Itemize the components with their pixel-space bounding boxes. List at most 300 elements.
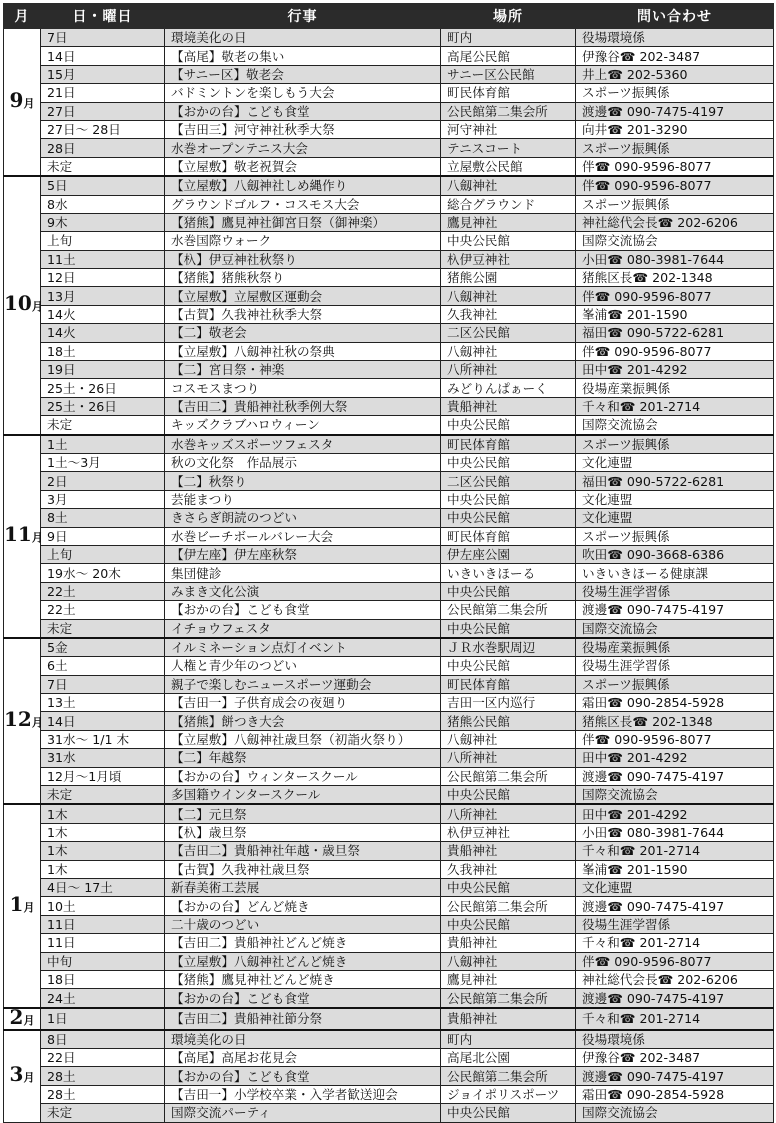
- event-cell: コスモスまつり: [165, 379, 441, 397]
- day-cell: 2日: [41, 472, 165, 490]
- contact-cell: 伴☎ 090-9596-8077: [576, 157, 774, 176]
- event-cell: 国際交流パーティ: [165, 1104, 441, 1122]
- place-cell: テニスコート: [441, 139, 576, 157]
- header-contact: 問い合わせ: [576, 4, 774, 29]
- day-cell: 7日: [41, 29, 165, 47]
- header-event: 行事: [165, 4, 441, 29]
- place-cell: ＪＲ水巻駅周辺: [441, 638, 576, 657]
- contact-cell: 田中☎ 201-4292: [576, 804, 774, 823]
- event-cell: 水巻オープンテニス大会: [165, 139, 441, 157]
- event-cell: 【杁】歳旦祭: [165, 823, 441, 841]
- contact-cell: スポーツ振興係: [576, 527, 774, 545]
- day-cell: 27日: [41, 102, 165, 120]
- contact-cell: 役場産業振興係: [576, 379, 774, 397]
- place-cell: 町民体育館: [441, 675, 576, 693]
- event-cell: 【猪熊】鷹見神社どんど焼き: [165, 970, 441, 988]
- place-cell: いきいきほーる: [441, 564, 576, 582]
- day-cell: 1木: [41, 842, 165, 860]
- table-row: [4, 970, 774, 988]
- place-cell: 中央公民館: [441, 509, 576, 527]
- month-unit: 月: [23, 1071, 35, 1085]
- contact-cell: 伴☎ 090-9596-8077: [576, 342, 774, 360]
- event-cell: 集団健診: [165, 564, 441, 582]
- table-row: [4, 934, 774, 952]
- contact-cell: 国際交流協会: [576, 416, 774, 435]
- table-row: [4, 767, 774, 785]
- event-cell: 【二】宮日祭・神楽: [165, 361, 441, 379]
- table-row: [4, 29, 774, 47]
- place-cell: 杁伊豆神社: [441, 823, 576, 841]
- contact-cell: 国際交流協会: [576, 1104, 774, 1122]
- contact-cell: 田中☎ 201-4292: [576, 749, 774, 767]
- contact-cell: 渡邊☎ 090-7475-4197: [576, 1067, 774, 1085]
- table-row: [4, 712, 774, 730]
- day-cell: 5金: [41, 638, 165, 657]
- table-row: [4, 786, 774, 805]
- place-cell: 総合グラウンド: [441, 195, 576, 213]
- event-cell: 【二】元旦祭: [165, 804, 441, 823]
- day-cell: 未定: [41, 416, 165, 435]
- day-cell: 8日: [41, 1030, 165, 1049]
- place-cell: 町民体育館: [441, 84, 576, 102]
- table-row: [4, 842, 774, 860]
- contact-cell: 役場環境係: [576, 1030, 774, 1049]
- table-row: [4, 342, 774, 360]
- table-row: [4, 361, 774, 379]
- month-cell: [4, 638, 41, 805]
- event-cell: 【高尾】高尾お花見会: [165, 1049, 441, 1067]
- month-number: 10: [4, 291, 32, 316]
- event-cell: 【二】秋祭り: [165, 472, 441, 490]
- event-cell: 【古賀】久我神社歳旦祭: [165, 860, 441, 878]
- table-row: [4, 675, 774, 693]
- contact-cell: スポーツ振興係: [576, 84, 774, 102]
- place-cell: 八劔神社: [441, 342, 576, 360]
- day-cell: 未定: [41, 619, 165, 638]
- event-cell: 【立屋敷】八劔神社しめ縄作り: [165, 176, 441, 195]
- event-cell: 【吉田一】子供育成会の夜廻り: [165, 694, 441, 712]
- place-cell: 町内: [441, 1030, 576, 1049]
- day-cell: 28日: [41, 139, 165, 157]
- place-cell: 八劔神社: [441, 287, 576, 305]
- contact-cell: 神社総代会長☎ 202-6206: [576, 970, 774, 988]
- event-cell: 芸能まつり: [165, 490, 441, 508]
- contact-cell: 渡邊☎ 090-7475-4197: [576, 601, 774, 619]
- contact-cell: 文化連盟: [576, 453, 774, 471]
- table-row: [4, 232, 774, 250]
- place-cell: 杁伊豆神社: [441, 250, 576, 268]
- day-cell: 1木: [41, 823, 165, 841]
- place-cell: 久我神社: [441, 305, 576, 323]
- day-cell: 1木: [41, 860, 165, 878]
- month-unit: 月: [31, 531, 43, 545]
- table-row: [4, 657, 774, 675]
- place-cell: 立屋敷公民館: [441, 157, 576, 176]
- event-cell: イルミネーション点灯イベント: [165, 638, 441, 657]
- place-cell: 貴船神社: [441, 397, 576, 415]
- table-row: [4, 1030, 774, 1049]
- header-row: [4, 4, 774, 29]
- month-unit: 月: [23, 97, 35, 111]
- table-row: [4, 157, 774, 176]
- event-cell: 【サニー区】敬老会: [165, 65, 441, 83]
- place-cell: 中央公民館: [441, 786, 576, 805]
- place-cell: 伊左座公園: [441, 545, 576, 563]
- contact-cell: 千々和☎ 201-2714: [576, 397, 774, 415]
- event-cell: 【立屋敷】八劔神社どんど焼き: [165, 952, 441, 970]
- place-cell: 貴船神社: [441, 842, 576, 860]
- contact-cell: 猪熊区長☎ 202-1348: [576, 269, 774, 287]
- day-cell: 4日〜 17土: [41, 878, 165, 896]
- contact-cell: 小田☎ 080-3981-7644: [576, 250, 774, 268]
- day-cell: 13月: [41, 287, 165, 305]
- table-row: [4, 527, 774, 545]
- day-cell: 上旬: [41, 232, 165, 250]
- table-row: [4, 397, 774, 415]
- month-cell: [4, 176, 41, 434]
- place-cell: 八所神社: [441, 749, 576, 767]
- place-cell: 猪熊公民館: [441, 712, 576, 730]
- day-cell: 21日: [41, 84, 165, 102]
- place-cell: 公民館第二集会所: [441, 897, 576, 915]
- table-row: [4, 1008, 774, 1030]
- contact-cell: 小田☎ 080-3981-7644: [576, 823, 774, 841]
- table-row: [4, 416, 774, 435]
- contact-cell: 伊豫谷☎ 202-3487: [576, 47, 774, 65]
- contact-cell: 峯浦☎ 201-1590: [576, 860, 774, 878]
- event-cell: 【吉田三】河守神社秋季大祭: [165, 120, 441, 138]
- event-cell: イチョウフェスタ: [165, 619, 441, 638]
- table-row: [4, 601, 774, 619]
- table-row: [4, 305, 774, 323]
- table-row: [4, 250, 774, 268]
- event-table: [3, 3, 774, 1123]
- event-cell: 【伊左座】伊左座秋祭: [165, 545, 441, 563]
- month-cell: [4, 804, 41, 1007]
- event-cell: 環境美化の日: [165, 29, 441, 47]
- table-row: [4, 509, 774, 527]
- contact-cell: 文化連盟: [576, 878, 774, 896]
- table-row: [4, 749, 774, 767]
- place-cell: 二区公民館: [441, 472, 576, 490]
- event-cell: 【おかの台】どんど焼き: [165, 897, 441, 915]
- event-cell: 【おかの台】こども食堂: [165, 601, 441, 619]
- table-row: [4, 823, 774, 841]
- event-cell: 【吉田二】貴船神社秋季例大祭: [165, 397, 441, 415]
- day-cell: 1土〜3月: [41, 453, 165, 471]
- day-cell: 15月: [41, 65, 165, 83]
- contact-cell: 国際交流協会: [576, 786, 774, 805]
- place-cell: 貴船神社: [441, 934, 576, 952]
- day-cell: 22日: [41, 1049, 165, 1067]
- place-cell: サニー区公民館: [441, 65, 576, 83]
- day-cell: 1日: [41, 1008, 165, 1030]
- place-cell: 町民体育館: [441, 527, 576, 545]
- contact-cell: 渡邊☎ 090-7475-4197: [576, 989, 774, 1008]
- place-cell: 猪熊公園: [441, 269, 576, 287]
- table-row: [4, 287, 774, 305]
- month-unit: 月: [23, 901, 35, 915]
- day-cell: 上旬: [41, 545, 165, 563]
- month-cell: [4, 1030, 41, 1122]
- table-row: [4, 915, 774, 933]
- event-cell: みまき文化公演: [165, 582, 441, 600]
- place-cell: 中央公民館: [441, 915, 576, 933]
- contact-cell: 文化連盟: [576, 490, 774, 508]
- event-cell: 親子で楽しむニュースポーツ運動会: [165, 675, 441, 693]
- place-cell: 公民館第二集会所: [441, 1067, 576, 1085]
- day-cell: 25土・26日: [41, 397, 165, 415]
- contact-cell: いきいきほーる健康課: [576, 564, 774, 582]
- contact-cell: スポーツ振興係: [576, 139, 774, 157]
- place-cell: 鷹見神社: [441, 213, 576, 231]
- day-cell: 12日: [41, 269, 165, 287]
- event-cell: 【おかの台】こども食堂: [165, 989, 441, 1008]
- table-row: [4, 269, 774, 287]
- table-row: [4, 435, 774, 454]
- table-row: [4, 195, 774, 213]
- place-cell: 八劔神社: [441, 952, 576, 970]
- place-cell: 河守神社: [441, 120, 576, 138]
- event-cell: グラウンドゴルフ・コスモス大会: [165, 195, 441, 213]
- place-cell: 中央公民館: [441, 416, 576, 435]
- table-row: [4, 379, 774, 397]
- month-number: 3: [9, 1062, 24, 1087]
- contact-cell: 田中☎ 201-4292: [576, 361, 774, 379]
- event-cell: 【古賀】久我神社秋季大祭: [165, 305, 441, 323]
- table-row: [4, 989, 774, 1008]
- day-cell: 19日: [41, 361, 165, 379]
- event-cell: 【猪熊】鷹見神社御宮日祭（御神楽）: [165, 213, 441, 231]
- table-row: [4, 1085, 774, 1103]
- header-place: 場所: [441, 4, 576, 29]
- contact-cell: 役場生涯学習係: [576, 915, 774, 933]
- table-row: [4, 176, 774, 195]
- event-cell: 人権と青少年のつどい: [165, 657, 441, 675]
- contact-cell: 神社総代会長☎ 202-6206: [576, 213, 774, 231]
- day-cell: 31水〜 1/1 木: [41, 730, 165, 748]
- table-row: [4, 84, 774, 102]
- event-cell: 【高尾】敬老の集い: [165, 47, 441, 65]
- contact-cell: 伊豫谷☎ 202-3487: [576, 1049, 774, 1067]
- event-cell: 【二】年越祭: [165, 749, 441, 767]
- contact-cell: 伴☎ 090-9596-8077: [576, 952, 774, 970]
- place-cell: 中央公民館: [441, 232, 576, 250]
- month-unit: 月: [31, 300, 43, 314]
- event-cell: 多国籍ウインタースクール: [165, 786, 441, 805]
- day-cell: 19水〜 20木: [41, 564, 165, 582]
- table-body: [4, 29, 774, 1123]
- event-cell: 【猪熊】餅つき大会: [165, 712, 441, 730]
- day-cell: 3月: [41, 490, 165, 508]
- event-cell: 二十歳のつどい: [165, 915, 441, 933]
- month-number: 11: [4, 522, 32, 547]
- month-number: 2: [9, 1004, 24, 1029]
- day-cell: 28土: [41, 1085, 165, 1103]
- day-cell: 8土: [41, 509, 165, 527]
- place-cell: 公民館第二集会所: [441, 767, 576, 785]
- table-row: [4, 694, 774, 712]
- event-cell: 環境美化の日: [165, 1030, 441, 1049]
- table-row: [4, 1067, 774, 1085]
- contact-cell: 役場生涯学習係: [576, 657, 774, 675]
- contact-cell: 伴☎ 090-9596-8077: [576, 176, 774, 195]
- table-row: [4, 564, 774, 582]
- day-cell: 24土: [41, 989, 165, 1008]
- place-cell: 高尾北公園: [441, 1049, 576, 1067]
- event-calendar: [3, 3, 773, 1123]
- table-row: [4, 582, 774, 600]
- day-cell: 未定: [41, 1104, 165, 1122]
- event-cell: 【おかの台】こども食堂: [165, 1067, 441, 1085]
- contact-cell: 渡邊☎ 090-7475-4197: [576, 767, 774, 785]
- contact-cell: 霜田☎ 090-2854-5928: [576, 1085, 774, 1103]
- day-cell: 12月〜1月頃: [41, 767, 165, 785]
- place-cell: 町民体育館: [441, 435, 576, 454]
- day-cell: 5日: [41, 176, 165, 195]
- month-number: 12: [4, 707, 32, 732]
- day-cell: 11日: [41, 934, 165, 952]
- day-cell: 9日: [41, 527, 165, 545]
- month-cell: [4, 29, 41, 177]
- table-row: [4, 65, 774, 83]
- event-cell: 【立屋敷】八劔神社歳旦祭（初詣火祭り）: [165, 730, 441, 748]
- event-cell: 【立屋敷】八劔神社秋の祭典: [165, 342, 441, 360]
- contact-cell: 千々和☎ 201-2714: [576, 842, 774, 860]
- place-cell: 中央公民館: [441, 878, 576, 896]
- month-number: 1: [9, 892, 24, 917]
- month-cell: [4, 1004, 41, 1030]
- table-row: [4, 139, 774, 157]
- event-cell: 【吉田一】小学校卒業・入学者歓送迎会: [165, 1085, 441, 1103]
- contact-cell: 伴☎ 090-9596-8077: [576, 730, 774, 748]
- contact-cell: スポーツ振興係: [576, 435, 774, 454]
- day-cell: 中旬: [41, 952, 165, 970]
- contact-cell: 千々和☎ 201-2714: [576, 1008, 774, 1030]
- contact-cell: 福田☎ 090-5722-6281: [576, 324, 774, 342]
- place-cell: 八所神社: [441, 804, 576, 823]
- event-cell: 【立屋敷】立屋敷区運動会: [165, 287, 441, 305]
- day-cell: 10土: [41, 897, 165, 915]
- table-row: [4, 47, 774, 65]
- day-cell: 11日: [41, 915, 165, 933]
- table-row: [4, 638, 774, 657]
- event-cell: 【猪熊】猪熊秋祭り: [165, 269, 441, 287]
- day-cell: 未定: [41, 157, 165, 176]
- table-row: [4, 453, 774, 471]
- table-row: [4, 472, 774, 490]
- day-cell: 未定: [41, 786, 165, 805]
- contact-cell: 伴☎ 090-9596-8077: [576, 287, 774, 305]
- contact-cell: 渡邊☎ 090-7475-4197: [576, 102, 774, 120]
- day-cell: 11土: [41, 250, 165, 268]
- event-cell: 水巻ビーチボールバレー大会: [165, 527, 441, 545]
- event-cell: 【おかの台】ウィンタースクール: [165, 767, 441, 785]
- table-row: [4, 897, 774, 915]
- event-cell: 【吉田二】貴船神社どんど焼き: [165, 934, 441, 952]
- event-cell: 新春美術工芸展: [165, 878, 441, 896]
- table-row: [4, 545, 774, 563]
- day-cell: 27日〜 28日: [41, 120, 165, 138]
- day-cell: 1木: [41, 804, 165, 823]
- place-cell: 八劔神社: [441, 730, 576, 748]
- table-row: [4, 213, 774, 231]
- place-cell: 八所神社: [441, 361, 576, 379]
- day-cell: 14日: [41, 712, 165, 730]
- day-cell: 25土・26日: [41, 379, 165, 397]
- table-row: [4, 730, 774, 748]
- month-unit: 月: [31, 716, 43, 730]
- place-cell: 中央公民館: [441, 490, 576, 508]
- place-cell: 町内: [441, 29, 576, 47]
- place-cell: 吉田一区内巡行: [441, 694, 576, 712]
- day-cell: 22土: [41, 582, 165, 600]
- event-cell: きさらぎ朗読のつどい: [165, 509, 441, 527]
- contact-cell: 千々和☎ 201-2714: [576, 934, 774, 952]
- table-row: [4, 860, 774, 878]
- day-cell: 6土: [41, 657, 165, 675]
- month-cell: [4, 435, 41, 638]
- header-month: 月: [4, 4, 41, 29]
- day-cell: 13土: [41, 694, 165, 712]
- place-cell: 中央公民館: [441, 619, 576, 638]
- table-row: [4, 1104, 774, 1122]
- table-row: [4, 952, 774, 970]
- contact-cell: 猪熊区長☎ 202-1348: [576, 712, 774, 730]
- place-cell: 二区公民館: [441, 324, 576, 342]
- contact-cell: 福田☎ 090-5722-6281: [576, 472, 774, 490]
- table-row: [4, 120, 774, 138]
- table-row: [4, 878, 774, 896]
- table-row: [4, 619, 774, 638]
- contact-cell: 渡邊☎ 090-7475-4197: [576, 897, 774, 915]
- contact-cell: スポーツ振興係: [576, 195, 774, 213]
- place-cell: 中央公民館: [441, 657, 576, 675]
- event-cell: 【二】敬老会: [165, 324, 441, 342]
- place-cell: 公民館第二集会所: [441, 601, 576, 619]
- place-cell: 貴船神社: [441, 1008, 576, 1030]
- place-cell: 中央公民館: [441, 582, 576, 600]
- day-cell: 28土: [41, 1067, 165, 1085]
- day-cell: 9木: [41, 213, 165, 231]
- place-cell: 中央公民館: [441, 1104, 576, 1122]
- contact-cell: 国際交流協会: [576, 232, 774, 250]
- day-cell: 8水: [41, 195, 165, 213]
- month-unit: 月: [23, 1013, 35, 1027]
- day-cell: 7日: [41, 675, 165, 693]
- contact-cell: 役場環境係: [576, 29, 774, 47]
- day-cell: 22土: [41, 601, 165, 619]
- contact-cell: 霜田☎ 090-2854-5928: [576, 694, 774, 712]
- event-cell: 【杁】伊豆神社秋祭り: [165, 250, 441, 268]
- place-cell: 八劔神社: [441, 176, 576, 195]
- place-cell: 公民館第二集会所: [441, 989, 576, 1008]
- contact-cell: 役場産業振興係: [576, 638, 774, 657]
- day-cell: 1土: [41, 435, 165, 454]
- event-cell: 水巻国際ウォーク: [165, 232, 441, 250]
- contact-cell: 国際交流協会: [576, 619, 774, 638]
- event-cell: 【吉田二】貴船神社年越・歳旦祭: [165, 842, 441, 860]
- place-cell: 高尾公民館: [441, 47, 576, 65]
- place-cell: 公民館第二集会所: [441, 102, 576, 120]
- day-cell: 31水: [41, 749, 165, 767]
- place-cell: 鷹見神社: [441, 970, 576, 988]
- contact-cell: スポーツ振興係: [576, 675, 774, 693]
- contact-cell: 峯浦☎ 201-1590: [576, 305, 774, 323]
- place-cell: 久我神社: [441, 860, 576, 878]
- table-row: [4, 490, 774, 508]
- event-cell: 【立屋敷】敬老祝賀会: [165, 157, 441, 176]
